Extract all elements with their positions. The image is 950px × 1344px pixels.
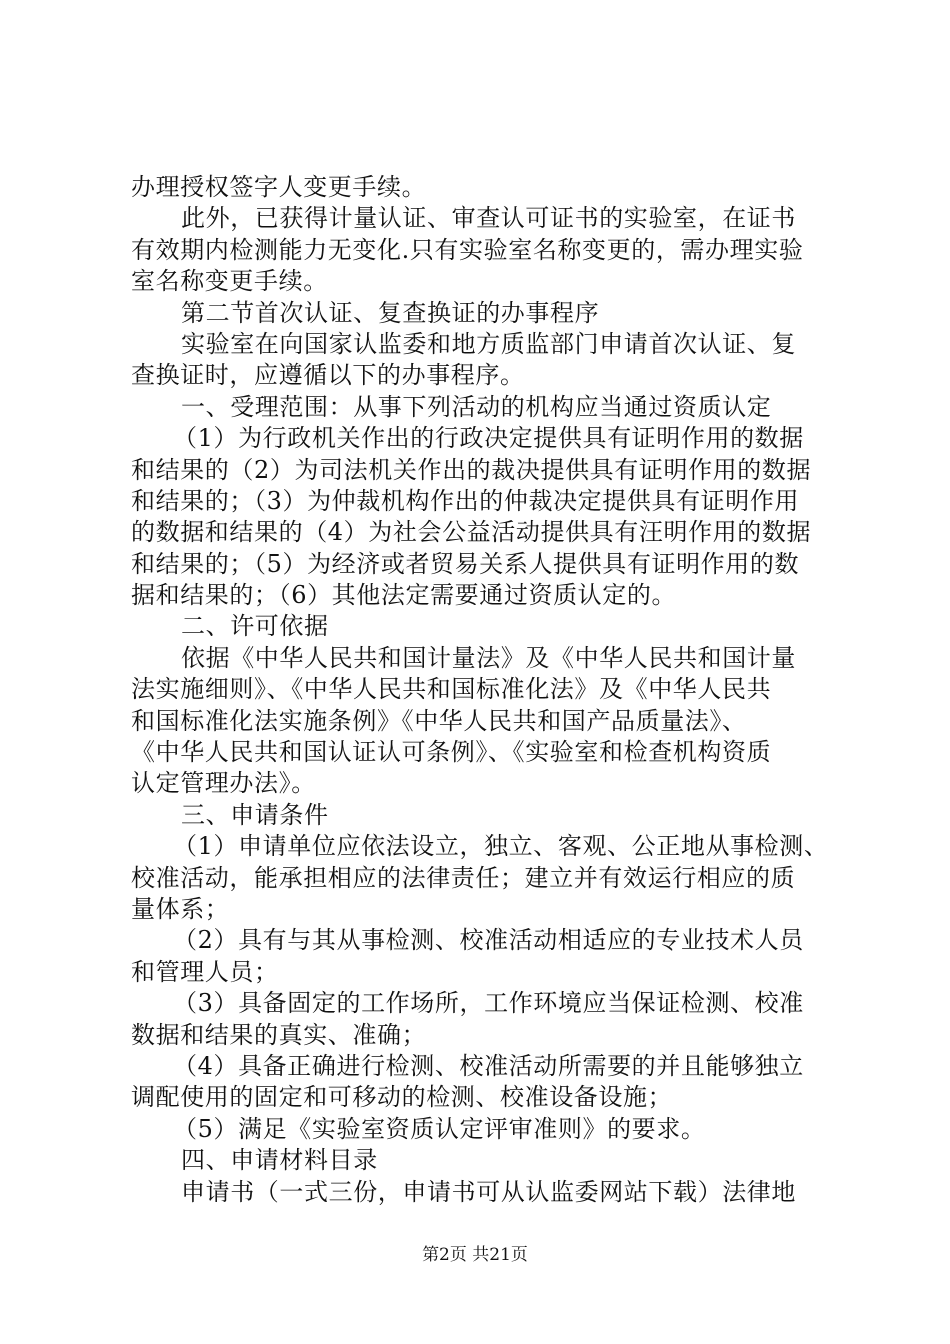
text-line: （2）具有与其从事检测、校准活动相适应的专业技术人员 <box>173 926 804 955</box>
text-line: 数据和结果的真实、准确； <box>131 1020 427 1049</box>
document-body <box>131 172 831 1208</box>
text-line: 查换证时，应遵循以下的办事程序。 <box>131 361 525 390</box>
text-line: （1）申请单位应依法设立，独立、客观、公正地从事检测、 <box>173 832 829 861</box>
text-line: 申请书（一式三份，申请书可从认监委网站下载）法律地 <box>181 1177 796 1206</box>
page-number: 第2页 共21页 <box>422 1245 528 1265</box>
text-line: （4）具备正确进行检测、校准活动所需要的并且能够独立 <box>173 1051 804 1080</box>
subsection-heading: 四、申请材料目录 <box>181 1146 378 1175</box>
text-line: 的数据和结果的（4）为社会公益活动提供具有汪明作用的数据 <box>131 518 812 547</box>
section-heading: 第二节首次认证、复查换证的办事程序 <box>181 298 600 327</box>
text-line: 法实施细则》、《中华人民共和国标准化法》及《中华人民共 <box>131 675 772 704</box>
subsection-heading: 三、申请条件 <box>181 800 329 829</box>
text-line: 认定管理办法》。 <box>131 769 316 798</box>
text-line: 和结果的（2）为司法机关作出的裁决提供具有证明作用的数据 <box>131 455 812 484</box>
text-line: 调配使用的固定和可移动的检测、校准设备设施； <box>131 1083 673 1112</box>
subsection-heading: 二、许可依据 <box>181 612 329 641</box>
text-line: 和国标准化法实施条例》《中华人民共和国产品质量法》、 <box>131 706 747 735</box>
text-line: 办理授权签字人变更手续。 <box>131 173 427 201</box>
text-line: 校准活动，能承担相应的法律责任；建立并有效运行相应的质 <box>131 863 796 892</box>
text-line: （5）满足《实验室资质认定评审准则》的要求。 <box>173 1114 706 1143</box>
subsection-heading: 一、受理范围：从事下列活动的机构应当通过资质认定 <box>181 392 772 421</box>
text-line: （3）具备固定的工作场所，工作环境应当保证检测、校准 <box>173 989 804 1018</box>
text-line: 《中华人民共和国认证认可条例》、《实验室和检查机构资质 <box>131 738 772 767</box>
text-line: 有效期内检测能力无变化.只有实验室名称变更的，需办理实验 <box>131 235 804 264</box>
text-line: 实验室在向国家认监委和地方质监部门申请首次认证、复 <box>181 329 796 358</box>
text-line: 此外，已获得计量认证、审查认可证书的实验室，在证书 <box>181 204 796 233</box>
text-line: 室名称变更手续。 <box>131 267 328 296</box>
text-line: （1）为行政机关作出的行政决定提供具有证明作用的数据 <box>173 424 804 453</box>
text-line: 依据《中华人民共和国计量法》及《中华人民共和国计量 <box>181 643 796 672</box>
text-line: 量体系； <box>131 894 230 923</box>
text-line: 据和结果的；（6）其他法定需要通过资质认定的。 <box>131 581 677 610</box>
text-line: 和管理人员； <box>131 957 279 986</box>
text-line: 和结果的；（5）为经济或者贸易关系人提供具有证明作用的数 <box>131 549 800 578</box>
text-line: 和结果的；（3）为仲裁机构作出的仲裁决定提供具有证明作用 <box>131 486 800 515</box>
